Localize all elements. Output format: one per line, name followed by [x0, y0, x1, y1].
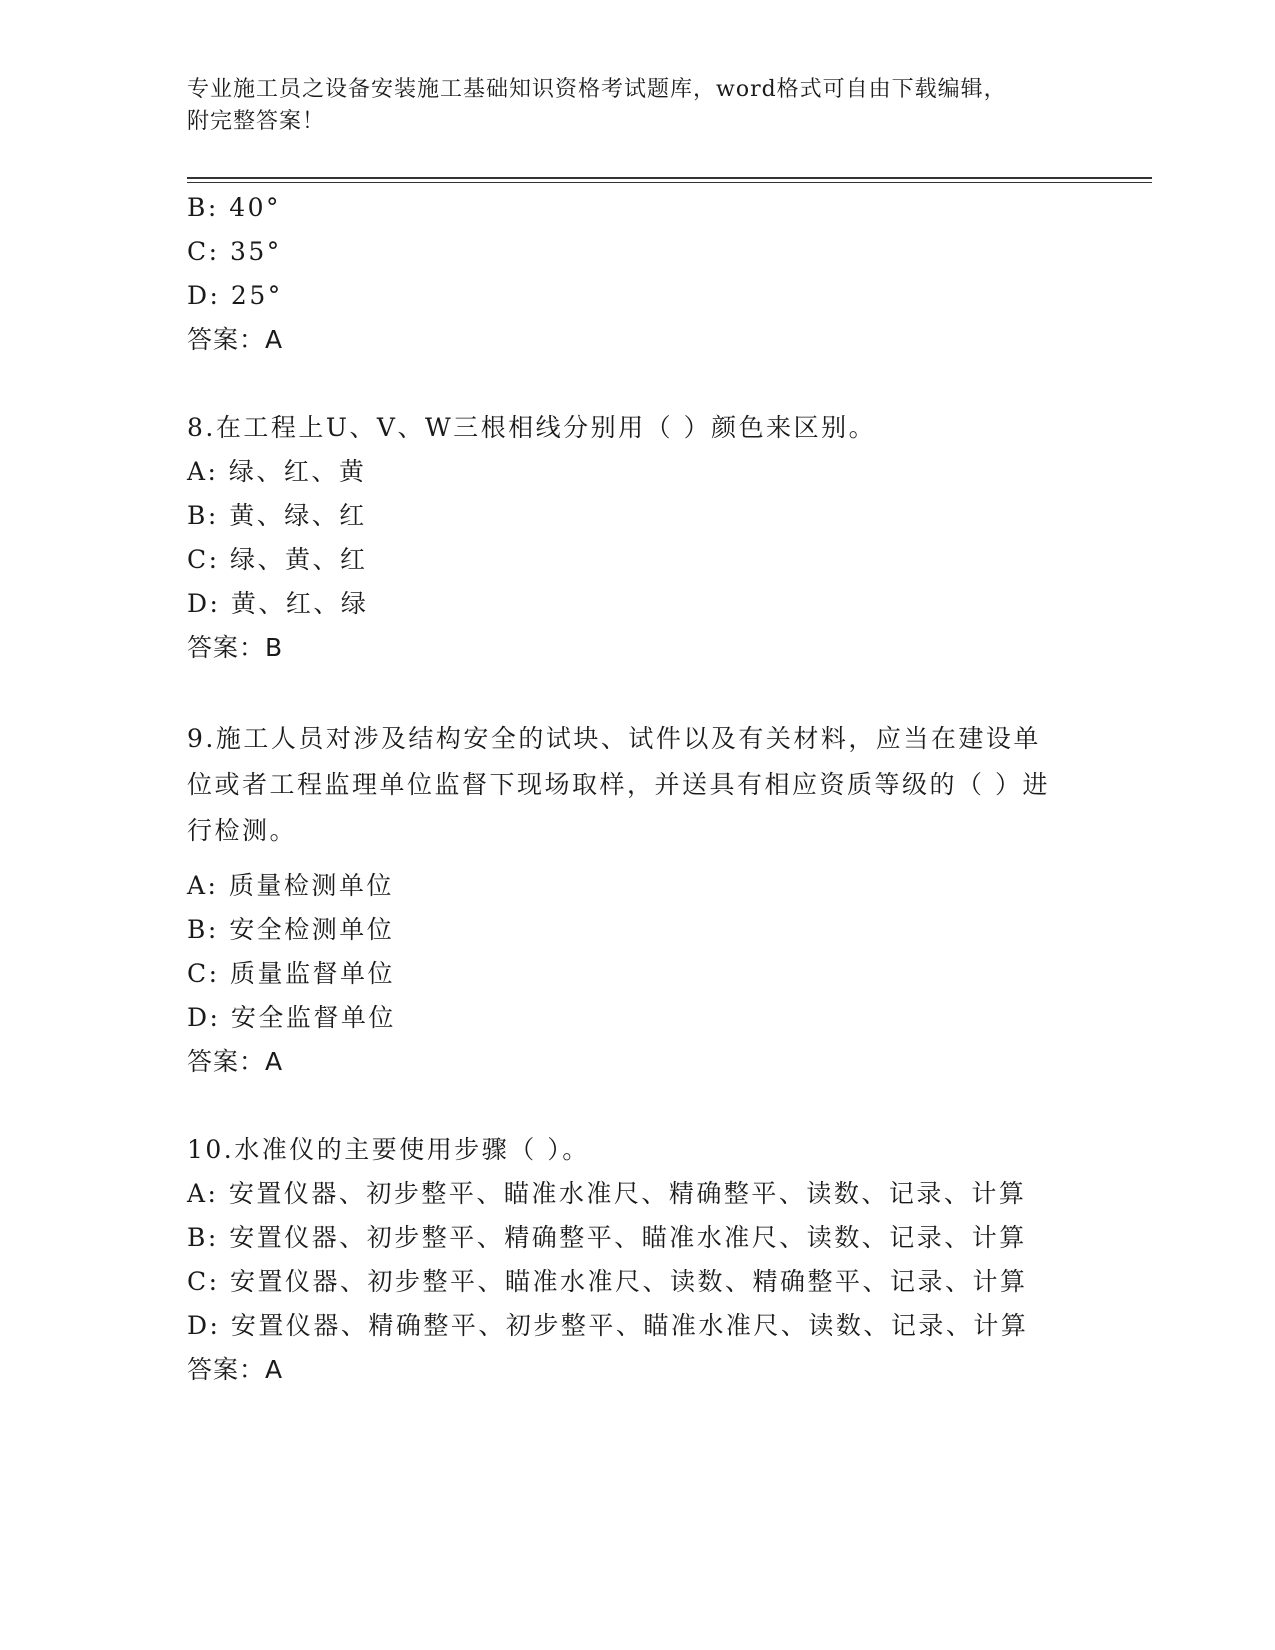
q8-answer: 答案：B	[187, 633, 284, 662]
q9-question: 9.施工人员对涉及结构安全的试块、试件以及有关材料，应当在建设单位或者工程监理单位监督下现场取样，并送具有相应资质等级的（ ）进行检测。	[187, 724, 1050, 845]
header-divider-thin	[187, 182, 1152, 183]
q9-option-d: D: 安全监督单位	[187, 1003, 396, 1032]
q9-option-c: C: 质量监督单位	[187, 959, 395, 988]
q8-option-a: A: 绿、红、黄	[187, 457, 367, 486]
q7-option-b: B: 40°	[187, 193, 282, 222]
q7-option-d: D: 25°	[187, 281, 283, 310]
q7-answer: 答案：A	[187, 325, 284, 354]
q7-option-c: C: 35°	[187, 237, 282, 266]
q9-option-b: B: 安全检测单位	[187, 915, 395, 944]
q8-question: 8.在工程上U、V、W三根相线分别用（ ）颜色来区别。	[187, 413, 877, 442]
q10-option-a: A: 安置仪器、初步整平、瞄准水准尺、精确整平、读数、记录、计算	[187, 1179, 1027, 1208]
q10-option-c: C: 安置仪器、初步整平、瞄准水准尺、读数、精确整平、记录、计算	[187, 1267, 1028, 1296]
q10-question: 10.水准仪的主要使用步骤（ ）。	[187, 1135, 590, 1164]
header-divider-thick	[187, 177, 1152, 179]
q8-option-c: C: 绿、黄、红	[187, 545, 368, 574]
header-title-line2: 附完整答案！	[187, 109, 326, 134]
q10-option-b: B: 安置仪器、初步整平、精确整平、瞄准水准尺、读数、记录、计算	[187, 1223, 1027, 1252]
q9-answer: 答案：A	[187, 1047, 284, 1076]
header-title-line1: 专业施工员之设备安装施工基础知识资格考试题库，word格式可自由下载编辑，	[187, 77, 1007, 102]
q8-option-b: B: 黄、绿、红	[187, 501, 367, 530]
q9-option-a: A: 质量检测单位	[187, 871, 394, 900]
q10-option-d: D: 安置仪器、精确整平、初步整平、瞄准水准尺、读数、记录、计算	[187, 1311, 1029, 1340]
q8-option-d: D: 黄、红、绿	[187, 589, 369, 618]
q10-answer: 答案：A	[187, 1355, 284, 1384]
page-header	[187, 74, 1087, 138]
